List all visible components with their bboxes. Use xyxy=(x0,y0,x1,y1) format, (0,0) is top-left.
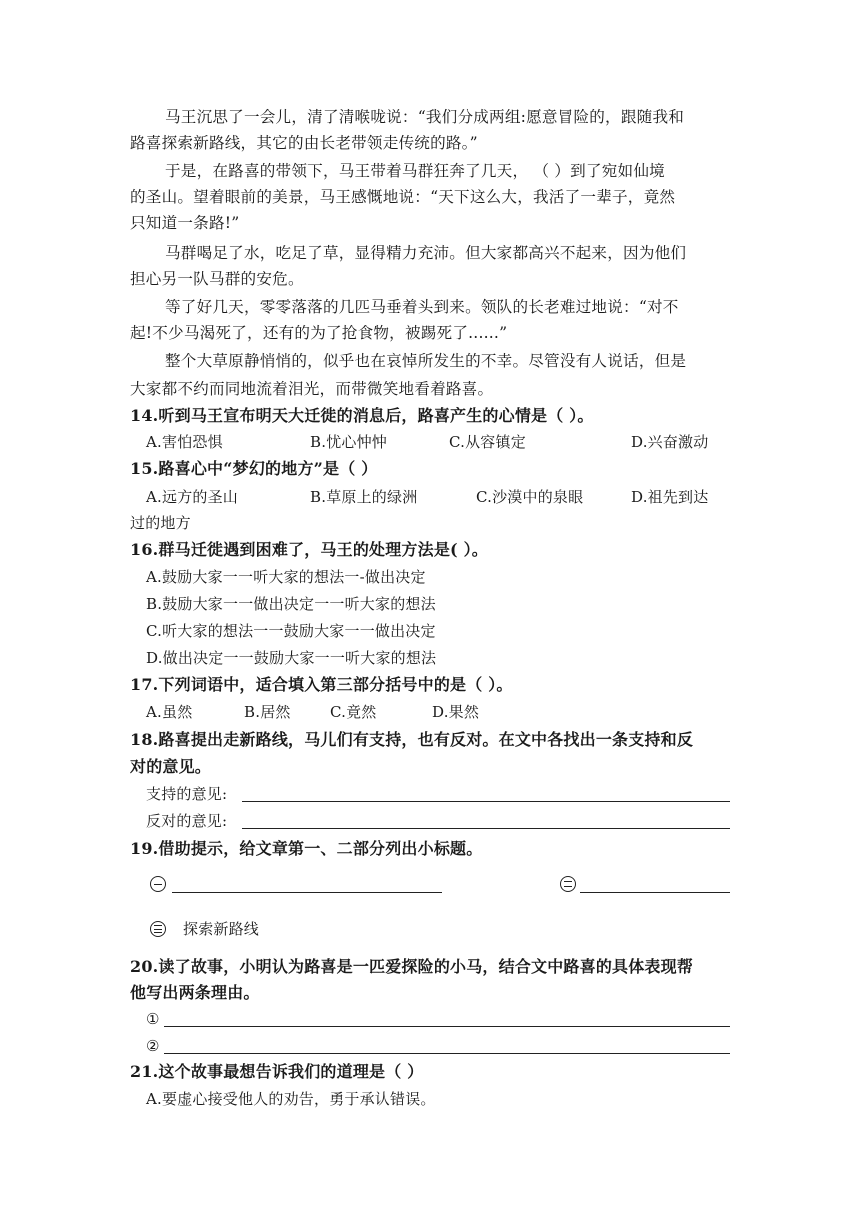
passage-line-7: 担心另一队马群的安危。 xyxy=(130,270,304,288)
question-19-stem: 19.借助提示，给文章第一、二部分列出小标题。 xyxy=(130,839,483,858)
support-opinion-label: 支持的意见: xyxy=(146,785,228,803)
passage-line-9: 起!不少马渴死了，还有的为了抢食物，被踢死了......” xyxy=(130,324,508,342)
q15-option-a[interactable]: A.远方的圣山 xyxy=(146,488,239,506)
q16-option-d[interactable]: D.做出决定一一鼓励大家一一听大家的想法 xyxy=(146,649,437,667)
q14-option-c[interactable]: C.从容镇定 xyxy=(449,433,526,451)
subtitle-two-answer-line[interactable] xyxy=(580,892,730,893)
subtitle-one-answer-line[interactable] xyxy=(172,892,442,893)
question-20-stem-line-1: 20.读了故事，小明认为路喜是一匹爱探险的小马，结合文中路喜的具体表现帮 xyxy=(130,957,694,976)
question-18-stem-line-2: 对的意见。 xyxy=(130,757,212,776)
question-21-stem: 21.这个故事最想告诉我们的道理是（ ） xyxy=(130,1062,424,1081)
circled-numeral-one-icon xyxy=(150,876,166,892)
reason-two-answer-line[interactable] xyxy=(164,1053,730,1054)
question-18-stem-line-1: 18.路喜提出走新路线，马儿们有支持，也有反对。在文中各找出一条支持和反 xyxy=(130,730,694,749)
question-16-stem: 16.群马迁徙遇到困难了，马王的处理方法是( ）。 xyxy=(130,540,488,559)
q15-option-b[interactable]: B.草原上的绿洲 xyxy=(310,488,418,506)
reason-two-marker: ② xyxy=(146,1037,160,1055)
q17-option-a[interactable]: A.虽然 xyxy=(146,703,193,721)
passage-line-1: 马王沉思了一会儿，清了清喉咙说：“我们分成两组:愿意冒险的，跟随我和 xyxy=(165,108,685,126)
q16-option-b[interactable]: B.鼓励大家一一做出决定一一听大家的想法 xyxy=(146,595,436,613)
q14-option-b[interactable]: B.忧心忡忡 xyxy=(310,433,387,451)
q21-option-a[interactable]: A.要虚心接受他人的劝告，勇于承认错误。 xyxy=(146,1090,436,1108)
passage-line-6: 马群喝足了水，吃足了草，显得精力充沛。但大家都高兴不起来，因为他们 xyxy=(165,244,687,262)
q16-option-c[interactable]: C.听大家的想法一一鼓励大家一一做出决定 xyxy=(146,622,436,640)
q14-option-d[interactable]: D.兴奋激动 xyxy=(631,433,709,451)
oppose-opinion-label: 反对的意见: xyxy=(146,812,228,830)
question-15-stem: 15.路喜心中“梦幻的地方”是（ ） xyxy=(130,459,378,478)
passage-line-8: 等了好几天，零零落落的几匹马垂着头到来。领队的长老难过地说：“对不 xyxy=(165,298,679,316)
q17-option-d[interactable]: D.果然 xyxy=(432,703,480,721)
circled-numeral-two-icon xyxy=(560,876,576,892)
passage-line-2: 路喜探索新路线，其它的由长老带领走传统的路。” xyxy=(130,134,478,152)
question-20-stem-line-2: 他写出两条理由。 xyxy=(130,983,260,1002)
reason-one-answer-line[interactable] xyxy=(164,1026,730,1027)
q14-option-a[interactable]: A.害怕恐惧 xyxy=(146,433,223,451)
q15-option-d-continuation: 过的地方 xyxy=(130,514,191,532)
q15-option-d[interactable]: D.祖先到达 xyxy=(631,488,709,506)
passage-line-4: 的圣山。望着眼前的美景，马王感慨地说：“天下这么大，我活了一辈子，竟然 xyxy=(130,188,676,206)
question-17-stem: 17.下列词语中，适合填入第三部分括号中的是（ ）。 xyxy=(130,675,513,694)
circled-numeral-three-icon xyxy=(150,921,166,937)
passage-line-5: 只知道一条路!” xyxy=(130,214,240,232)
oppose-opinion-answer-line[interactable] xyxy=(242,828,730,829)
q16-option-a[interactable]: A.鼓励大家一一听大家的想法一-做出决定 xyxy=(146,568,426,586)
subtitle-three-hint: 探索新路线 xyxy=(183,920,260,938)
passage-line-11: 大家都不约而同地流着泪光，而带微笑地看着路喜。 xyxy=(130,380,494,398)
support-opinion-answer-line[interactable] xyxy=(242,801,730,802)
reason-one-marker: ① xyxy=(146,1010,160,1028)
passage-line-3: 于是，在路喜的带领下，马王带着马群狂奔了几天， （ ）到了宛如仙境 xyxy=(165,162,665,180)
q17-option-b[interactable]: B.居然 xyxy=(244,703,291,721)
q15-option-c[interactable]: C.沙漠中的泉眼 xyxy=(476,488,584,506)
passage-line-10: 整个大草原静悄悄的，似乎也在哀悼所发生的不幸。尽管没有人说话，但是 xyxy=(165,352,687,370)
q17-option-c[interactable]: C.竟然 xyxy=(330,703,377,721)
question-14-stem: 14.听到马王宣布明天大迁徙的消息后，路喜产生的心情是（ ）。 xyxy=(130,406,594,425)
